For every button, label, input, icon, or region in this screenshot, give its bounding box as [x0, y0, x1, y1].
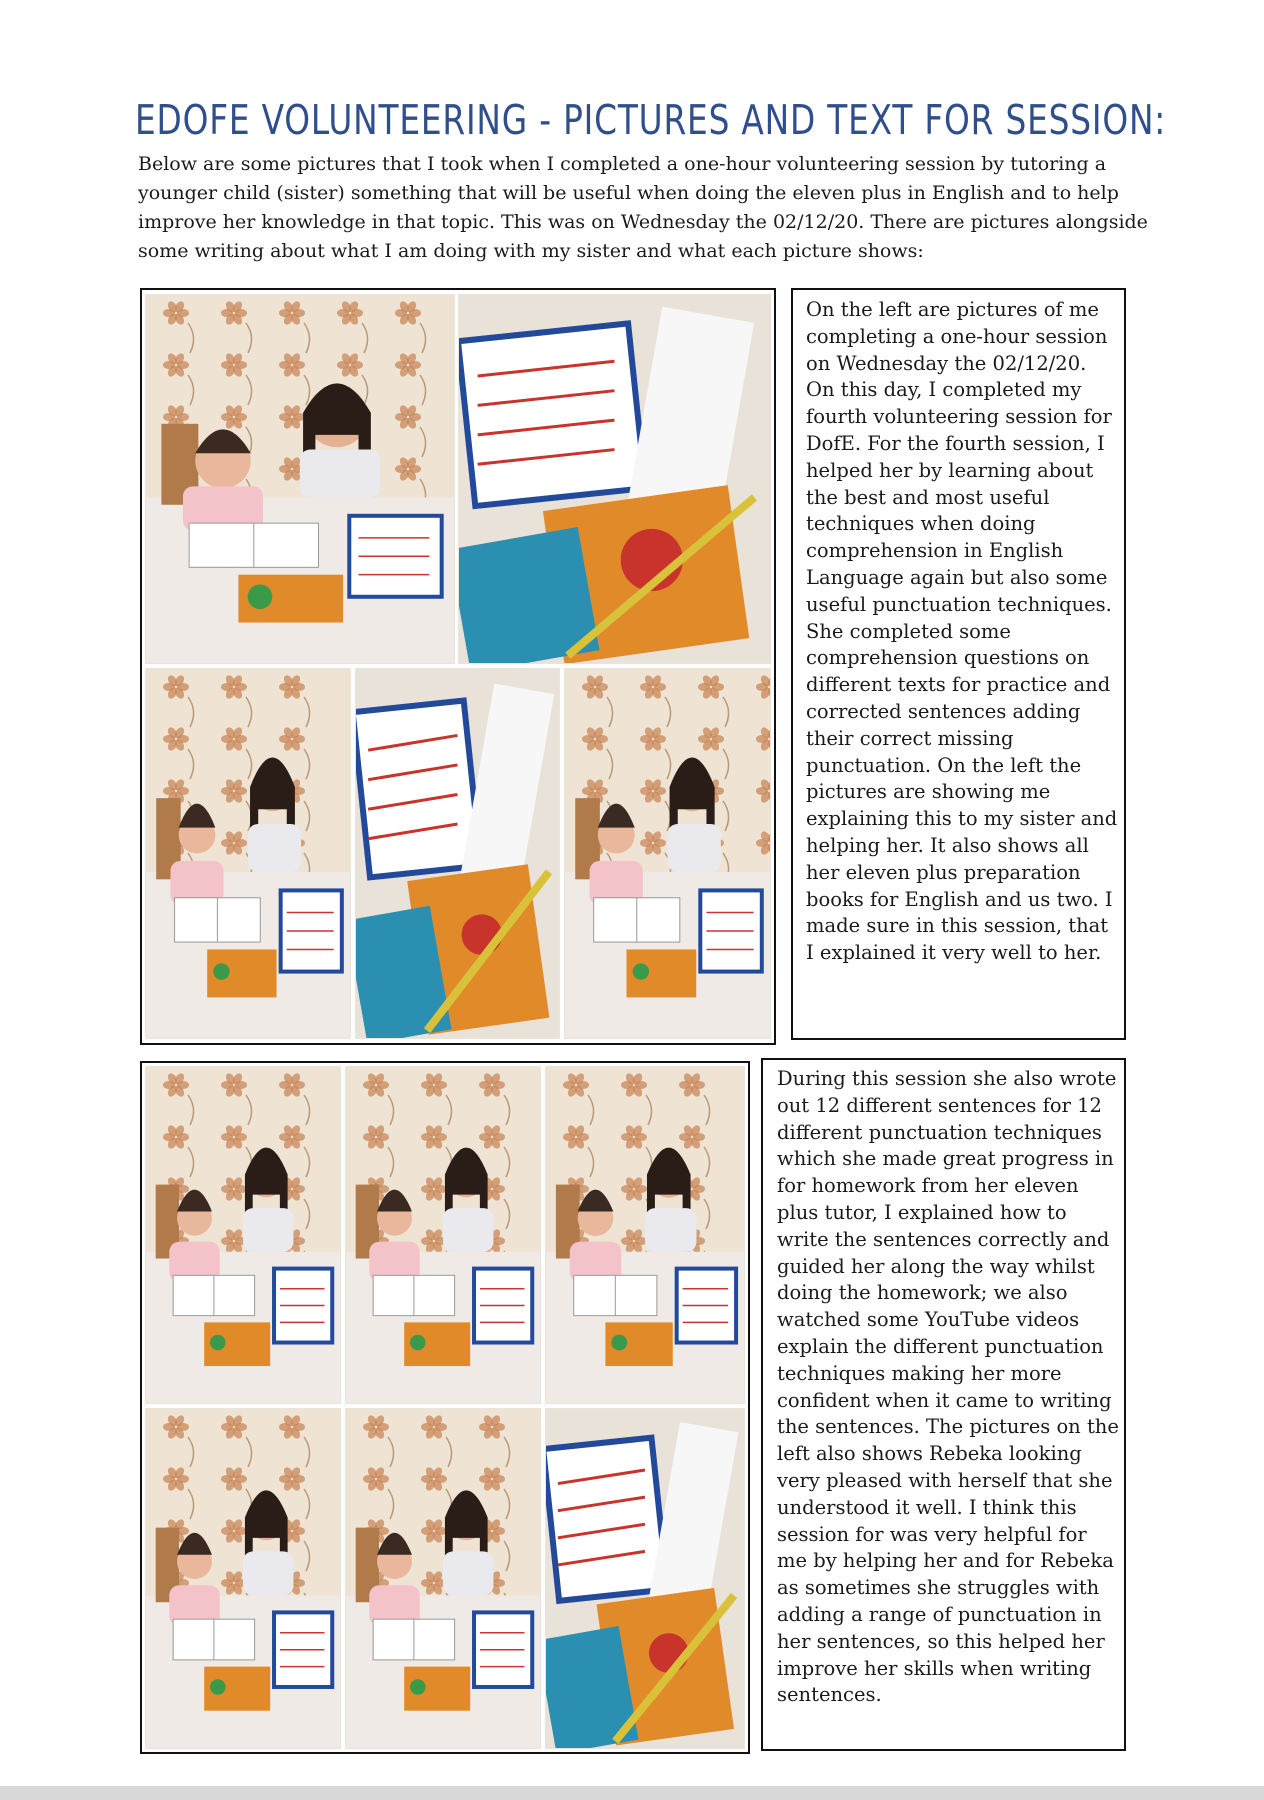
photo-sisters-studying	[146, 295, 454, 663]
photo-books-whiteboard	[356, 669, 559, 1038]
photo-sisters-studying	[146, 1409, 340, 1748]
photo-bottom-1	[145, 1066, 341, 1404]
photo-top-5	[564, 668, 771, 1039]
photo-sisters-studying	[565, 669, 770, 1038]
photo-top-2	[458, 294, 771, 664]
photo-books-whiteboard	[546, 1409, 744, 1748]
bottom-text-box-content: During this session she also wrote out 12 different sentences for 12 different punctuation techniques which she made great progress in for homework from her eleven plus tutor, I explained how to write the sentences correctly and guided her along the way whilst doing the homework; we also watched some YouTube videos explain the different punctuation techniques making her more confident when it came to writing the sentences. The pictures on the left also shows Rebeka looking very pleased with herself that she understood it well. I think this session for was very helpful for me by helping her and for Rebeka as sometimes she struggles with adding a range of punctuation in her sentences, so this helped her improve her skills when writing sentences.	[777, 1067, 1119, 1707]
photo-sisters-studying	[546, 1067, 744, 1403]
photo-top-4	[355, 668, 560, 1039]
photo-books-whiteboard	[459, 295, 770, 663]
photo-bottom-2	[345, 1066, 541, 1404]
page-bottom-edge	[0, 1786, 1264, 1800]
photo-sisters-studying	[346, 1409, 540, 1748]
photo-top-1	[145, 294, 455, 664]
photo-bottom-3	[545, 1066, 745, 1404]
intro-paragraph: Below are some pictures that I took when I completed a one-hour volunteering session by tutoring a younger child (sister) something that will be useful when doing the eleven plus in English and to help improve her knowledge in that topic. This was on Wednesday the 02/12/20. There are pictures alongside some writing about what I am doing with my sister and what each picture shows:	[138, 153, 1148, 262]
top-text-box-content: On the left are pictures of me completing a one-hour session on Wednesday the 02/12/20. On this day, I completed my fourth volunteering session for DofE. For the fourth session, I helped her by learning about the best and most useful techniques when doing comprehension in English Language again but also some useful punctuation techniques. She completed some comprehension questions on different texts for practice and corrected sentences adding their correct missing punctuation. On the left the pictures are showing me explaining this to my sister and helping her. It also shows all her eleven plus preparation books for English and us two. I made sure in this session, that I explained it very well to her.	[806, 298, 1118, 965]
photo-bottom-6	[545, 1408, 745, 1749]
photo-bottom-5	[345, 1408, 541, 1749]
photo-sisters-studying	[146, 669, 350, 1038]
photo-sisters-studying	[146, 1067, 340, 1403]
photo-sisters-studying	[346, 1067, 540, 1403]
page-title: EDOFE VOLUNTEERING - PICTURES AND TEXT FOR SESSION:	[135, 96, 1167, 144]
photo-bottom-4	[145, 1408, 341, 1749]
photo-top-3	[145, 668, 351, 1039]
